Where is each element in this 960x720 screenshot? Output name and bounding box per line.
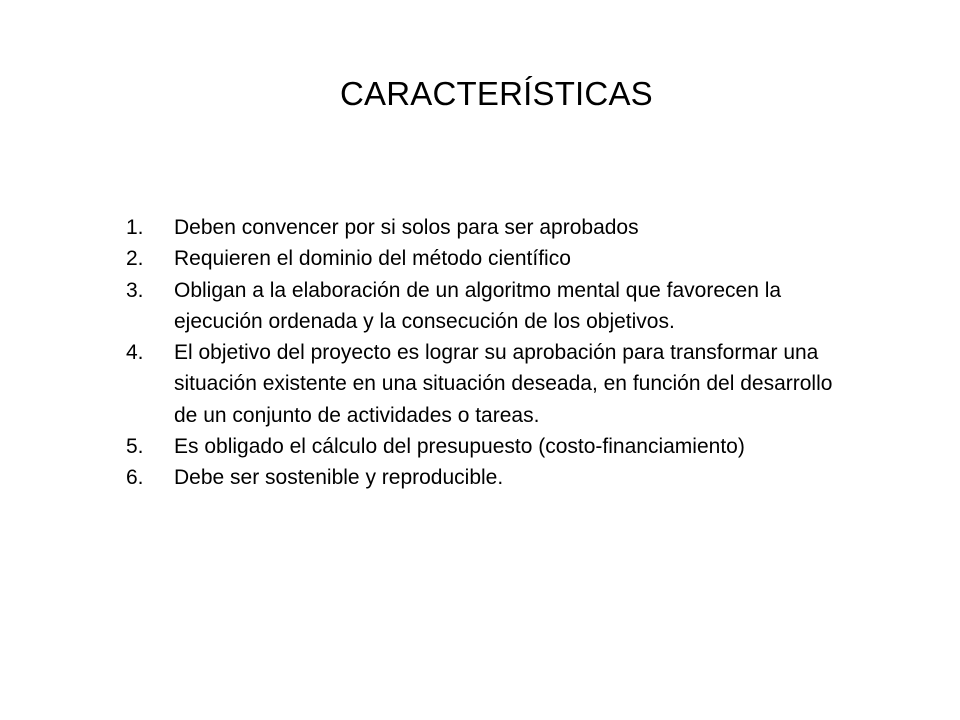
list-item-text: Debe ser sostenible y reproducible. xyxy=(174,466,504,490)
list-item-number: 6. xyxy=(126,466,144,490)
list-item-text: Requieren el dominio del método científico xyxy=(174,247,571,271)
slide-title: CARACTERÍSTICAS xyxy=(340,75,653,112)
characteristics-list xyxy=(126,212,856,494)
list-item-number: 4. xyxy=(126,341,144,365)
list-item-number: 3. xyxy=(126,278,144,302)
list-item xyxy=(126,212,856,243)
list-item xyxy=(126,462,856,493)
list-item-number: 5. xyxy=(126,435,144,459)
list-item-text: Obligan a la elaboración de un algoritmo mental que favorecen la ejecución ordenada y la consecución de los objetivos. xyxy=(174,278,782,333)
list-item-text: Deben convencer por si solos para ser aprobados xyxy=(174,216,639,239)
list-item-text: Es obligado el cálculo del presupuesto (costo-financiamiento) xyxy=(174,435,745,459)
list-item-number: 2. xyxy=(126,247,144,271)
list-item xyxy=(126,243,856,274)
list-item xyxy=(126,337,856,431)
list-item xyxy=(126,275,856,338)
list-item xyxy=(126,431,856,462)
list-item-text: El objetivo del proyecto es lograr su aprobación para transformar una situación existente en una situación deseada, en función del desarrollo de un conjunto de actividades o tareas. xyxy=(174,341,833,427)
list-item-number: 1. xyxy=(126,216,144,239)
